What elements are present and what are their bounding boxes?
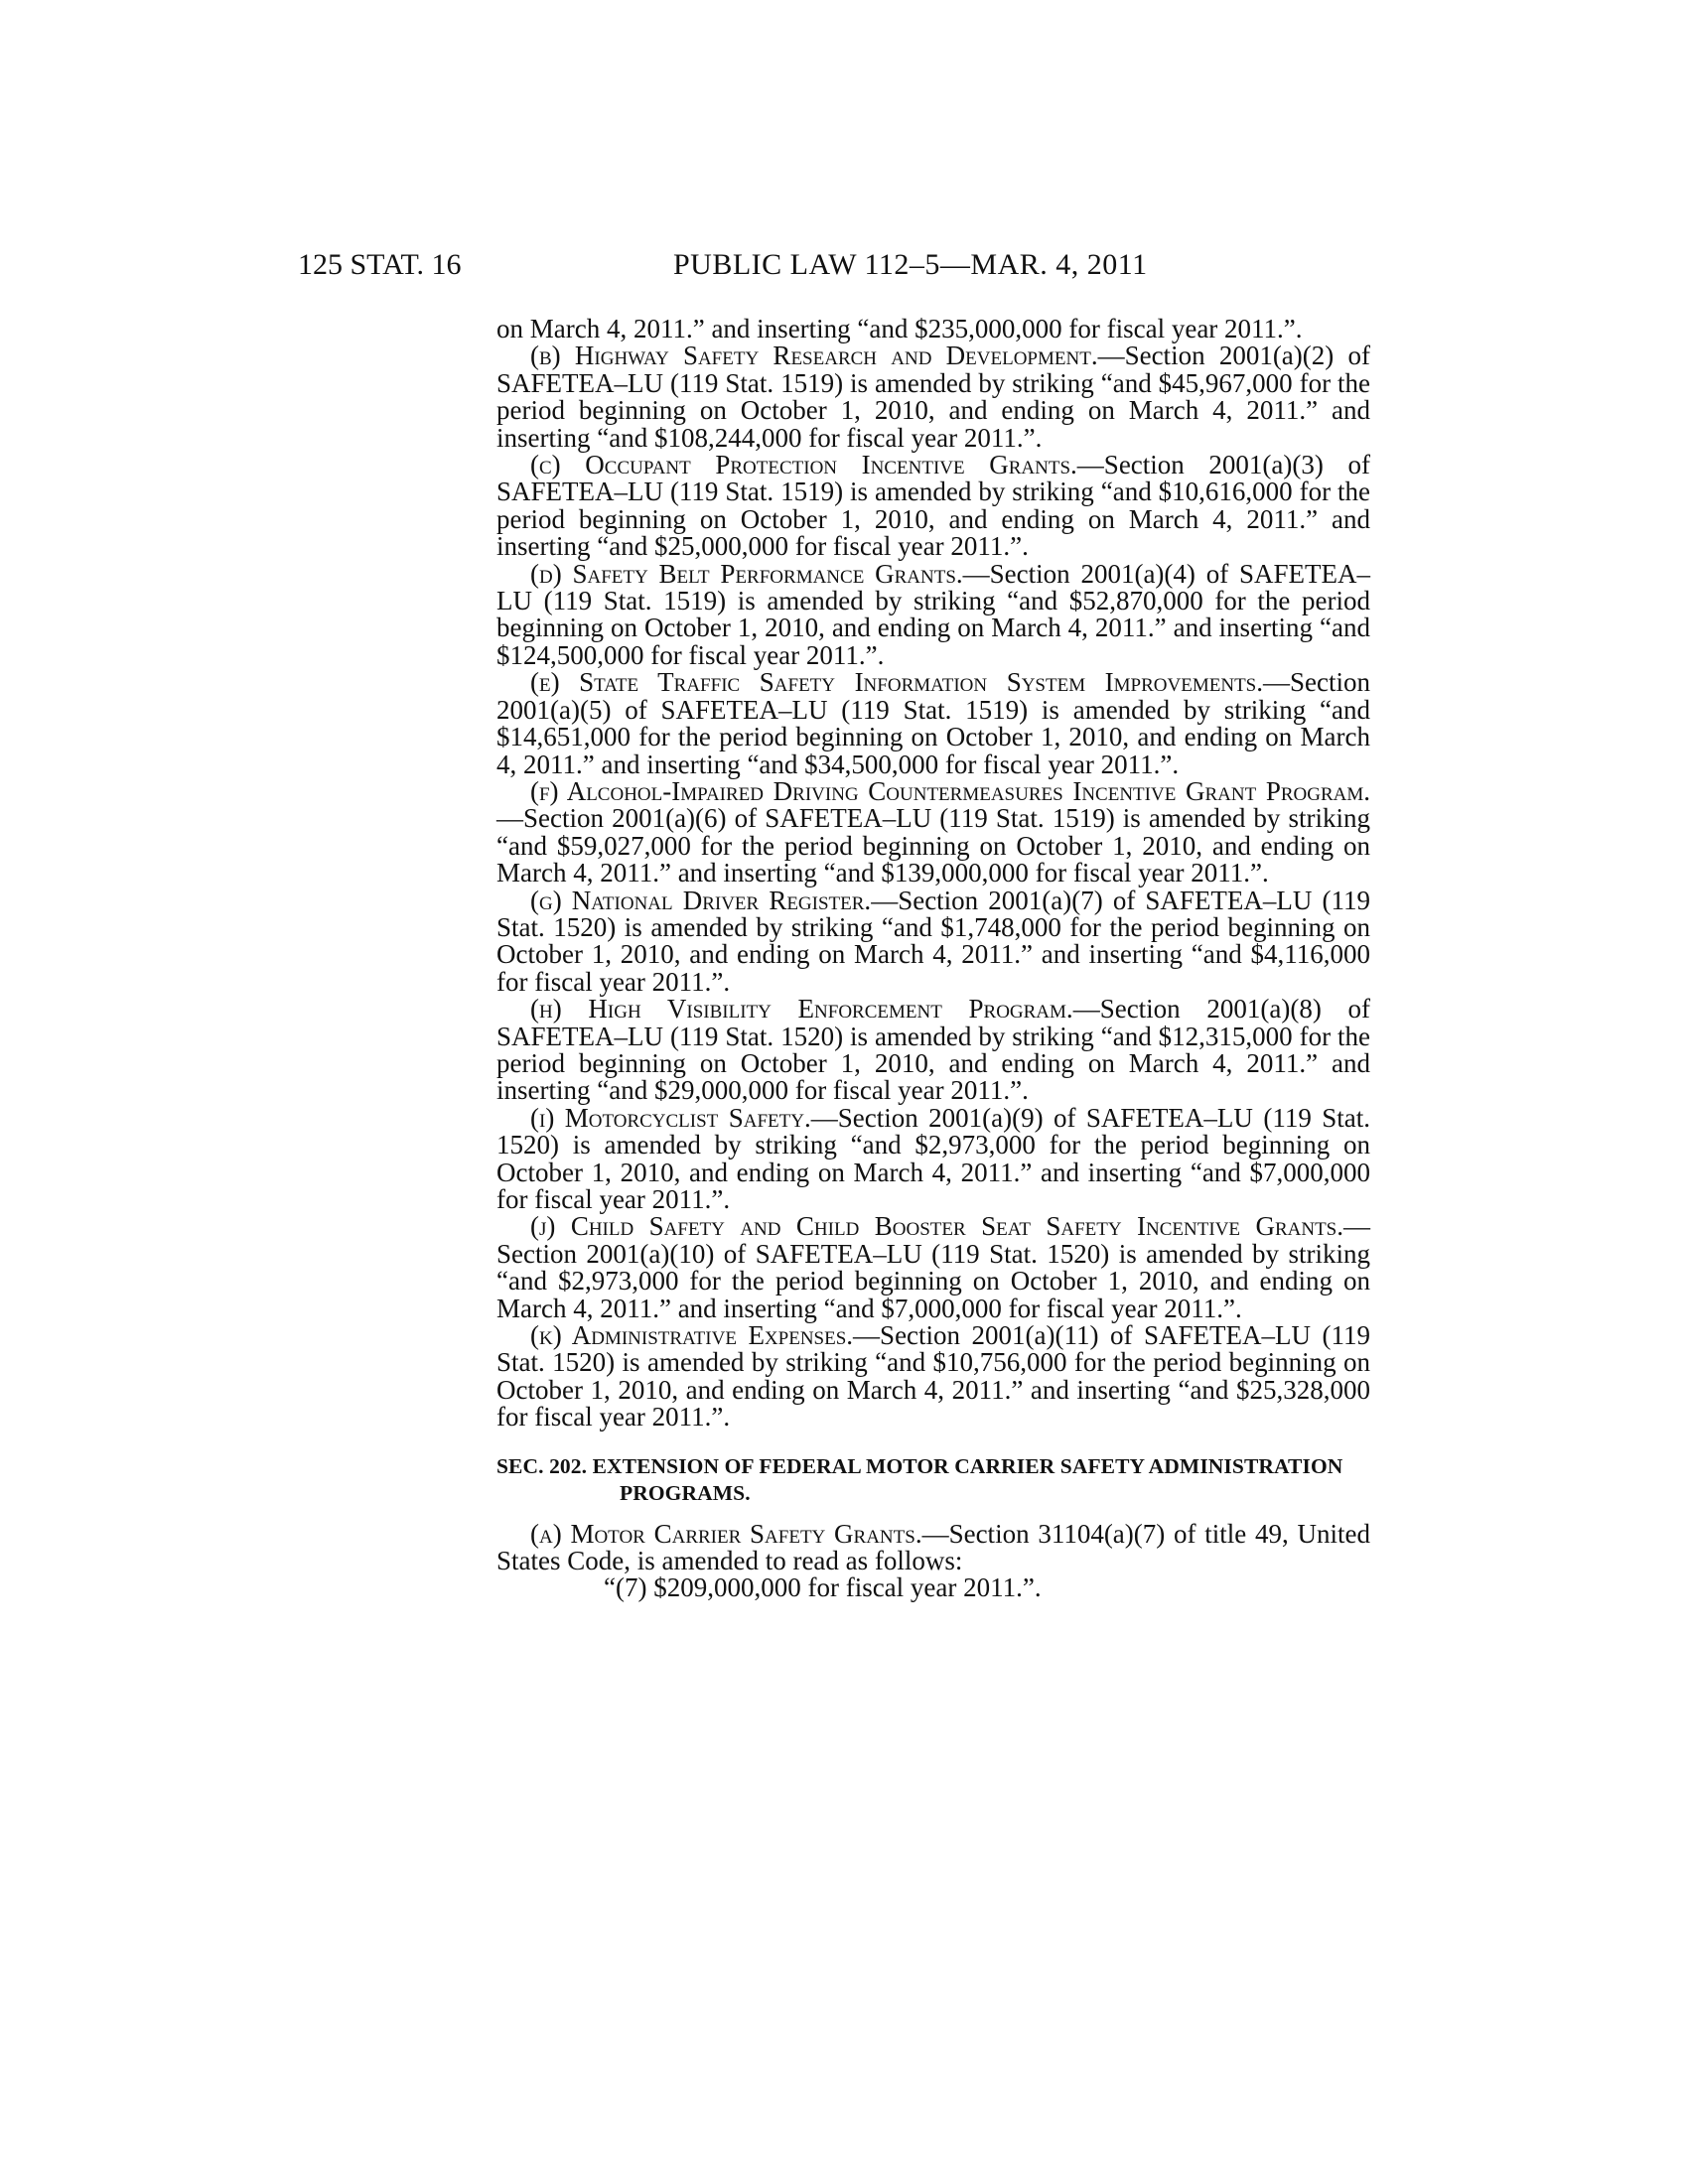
paragraph-d-safety-belt <box>496 558 1371 670</box>
paragraph-text: —Section 2001(a)(4) of SAFETEA–LU (119 Stat. 1519) is amended by striking “and $52,870,000 for the period beginning on October 1, 2010, and ending on March 4, 2011.” and inserting “and $124,500,000 for fiscal year 2011.”. <box>496 558 1371 670</box>
stat-page-number: 125 STAT. 16 <box>298 248 462 281</box>
paragraph-continuation: on March 4, 2011.” and inserting “and $235,000,000 for fiscal year 2011.”. <box>496 314 1303 343</box>
paragraph-202-a-motor-carrier <box>496 1518 1371 1576</box>
paragraph-e-state-traffic-safety <box>496 669 1370 778</box>
paragraph-heading: (c) Occupant Protection Incentive Grants. <box>530 450 1077 480</box>
paragraph-f-alcohol-impaired <box>496 775 1370 888</box>
paragraph-k-administrative-expenses <box>496 1322 1370 1432</box>
paragraph-heading: (j) Child Safety and Child Booster Seat Safety Incentive Grants. <box>530 1211 1343 1242</box>
paragraph-heading: (k) Administrative Expenses. <box>530 1320 854 1351</box>
paragraph-text: —Section 2001(a)(5) of SAFETEA–LU (119 Stat. 1519) is amended by striking “and $14,651,000 for the period beginning on October 1, 2010, and ending on March 4, 2011.” and inserting “and $34,500,000 for fiscal year 2011.”. <box>496 667 1370 779</box>
paragraph-text: —Section 2001(a)(10) of SAFETEA–LU (119 Stat. 1520) is amended by striking “and $2,973,000 for the period beginning on October 1, 2010, and ending on March 4, 2011.” and inserting “and $7,000,000 for fiscal year 2011.”. <box>496 1211 1370 1323</box>
paragraph-heading: (d) Safety Belt Performance Grants. <box>530 558 963 589</box>
paragraph-heading: (b) Highway Safety Research and Development. <box>530 341 1098 371</box>
paragraph-j-child-safety <box>496 1213 1370 1322</box>
paragraph-text: —Section 2001(a)(3) of SAFETEA–LU (119 Stat. 1519) is amended by striking “and $10,616,000 for the period beginning on October 1, 2010, and ending on March 4, 2011.” and inserting “and $25,000,000 for fiscal year 2011.”. <box>496 450 1370 562</box>
paragraph-text: —Section 31104(a)(7) of title 49, United States Code, is amended to read as follows: <box>496 1518 1371 1576</box>
page-header <box>298 248 1400 288</box>
paragraph-text: —Section 2001(a)(8) of SAFETEA–LU (119 Stat. 1520) is amended by striking “and $12,315,000 for the period beginning on October 1, 2010, and ending on March 4, 2011.” and inserting “and $29,000,000 for fiscal year 2011.”. <box>496 994 1370 1106</box>
paragraph-heading: (g) National Driver Register. <box>530 885 872 915</box>
paragraph-text: —Section 2001(a)(2) of SAFETEA–LU (119 Stat. 1519) is amended by striking “and $45,967,000 for the period beginning on October 1, 2010, and ending on March 4, 2011.” and inserting “and $108,244,000 for fiscal year 2011.”. <box>496 341 1371 453</box>
paragraph-b-highway-safety-research <box>496 342 1370 452</box>
paragraph-g-national-driver-register <box>496 887 1370 997</box>
paragraph-heading: (a) Motor Carrier Safety Grants. <box>530 1518 922 1549</box>
paragraph-heading: (i) Motorcyclist Safety. <box>530 1102 811 1133</box>
running-head-title: PUBLIC LAW 112–5—MAR. 4, 2011 <box>673 248 1148 281</box>
paragraph-text: —Section 2001(a)(11) of SAFETEA–LU (119 Stat. 1520) is amended by striking “and $10,756,000 for the period beginning on October 1, 2010, and ending on March 4, 2011.” and inserting “and $25,328,000 for fiscal year 2011.”. <box>496 1320 1370 1433</box>
paragraph-text: —Section 2001(a)(9) of SAFETEA–LU (119 Stat. 1520) is amended by striking “and $2,973,000 for the period beginning on October 1, 2010, and ending on March 4, 2011.” and inserting “and $7,000,000 for fiscal year 2011.”. <box>496 1102 1371 1214</box>
paragraph-i-motorcyclist-safety <box>496 1102 1371 1214</box>
paragraph-text: —Section 2001(a)(7) of SAFETEA–LU (119 Stat. 1520) is amended by striking “and $1,748,000 for the period beginning on October 1, 2010, and ending on March 4, 2011.” and inserting “and $4,116,000 for fiscal year 2011.”. <box>496 885 1370 997</box>
paragraph-heading: (e) State Traffic Safety Information System Improvements. <box>530 667 1263 698</box>
paragraph-heading: (h) High Visibility Enforcement Program. <box>530 994 1073 1024</box>
paragraph-heading: (f) Alcohol-Impaired Driving Countermeasures Incentive Grant Program. <box>530 775 1370 806</box>
paragraph-h-high-visibility <box>496 996 1370 1105</box>
paragraph-text: —Section 2001(a)(6) of SAFETEA–LU (119 Stat. 1519) is amended by striking “and $59,027,000 for the period beginning on October 1, 2010, and ending on March 4, 2011.” and inserting “and $139,000,000 for fiscal year 2011.”. <box>496 803 1370 888</box>
section-202-heading: SEC. 202. EXTENSION OF FEDERAL MOTOR CARRIER SAFETY ADMINISTRATION PROGRAMS. <box>496 1453 1343 1505</box>
paragraph-c-occupant-protection <box>496 452 1370 561</box>
quoted-amendment: “(7) $209,000,000 for fiscal year 2011.”. <box>604 1572 1042 1603</box>
document-body <box>496 316 1370 1602</box>
